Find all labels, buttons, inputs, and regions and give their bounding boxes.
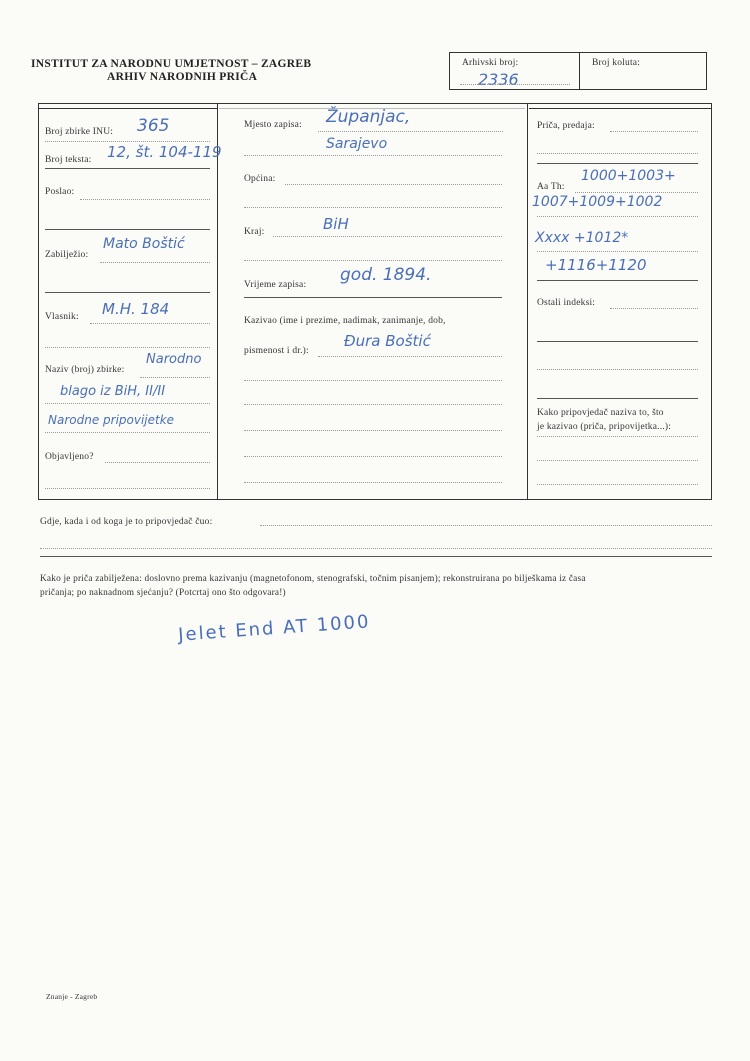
narrator-naming-label-1: Kako pripovjedač naziva to, što [537, 408, 664, 418]
how-recorded-line-2: pričanja; po naknadnom sjećanju? (Potcrtaj ono što odgovara!) [40, 588, 286, 598]
institution-title: INSTITUT ZA NARODNU UMJETNOST – ZAGREB [31, 58, 312, 70]
recorded-by-label: Zabilježio: [45, 250, 89, 260]
region-label: Kraj: [244, 227, 265, 237]
date-value: god. 1894. [340, 265, 432, 285]
aath-value-1: 1000+1003+ [581, 168, 676, 184]
handwritten-note: Jelet End AT 1000 [177, 611, 372, 646]
genre-label: Priča, predaja: [537, 121, 595, 131]
place-value-2: Sarajevo [326, 136, 388, 152]
other-index-label: Ostali indeksi: [537, 298, 596, 308]
municipality-label: Općina: [244, 174, 276, 184]
narrator-value: Đura Boštić [344, 332, 431, 350]
archive-number-label: Arhivski broj: [462, 58, 519, 68]
collection-number-value: 365 [137, 116, 170, 136]
text-number-value: 12, št. 104-119 [107, 143, 222, 161]
sent-by-label: Poslao: [45, 187, 75, 197]
narrator-label-1: Kazivao (ime i prezime, nadimak, zanimanje, dob, [244, 316, 446, 326]
owner-label: Vlasnik: [45, 312, 79, 322]
recorded-by-value: Mato Boštić [103, 236, 185, 252]
collection-number-label: Broj zbirke INU: [45, 127, 114, 137]
collection-name-label: Naziv (broj) zbirke: [45, 365, 125, 375]
collection-name-value-2: blago iz BiH, II/II [60, 384, 166, 399]
aath-label: Aa Th: [537, 182, 565, 192]
archive-title: ARHIV NARODNIH PRIČA [107, 71, 258, 83]
archive-number-box [449, 52, 707, 90]
place-label: Mjesto zapisa: [244, 120, 302, 130]
narrator-naming-label-2: je kazivao (priča, pripovijetka...): [537, 422, 672, 432]
published-label: Objavljeno? [45, 452, 94, 462]
archive-number-value: 2336 [478, 70, 519, 89]
narrator-label-2: pismenost i dr.): [244, 346, 309, 356]
text-number-label: Broj teksta: [45, 155, 92, 165]
region-value: BiH [323, 215, 349, 233]
collection-name-value-1: Narodno [146, 352, 202, 367]
reel-number-label: Broj koluta: [592, 58, 641, 68]
collection-name-value-3: Narodne pripovijetke [48, 413, 175, 427]
owner-value: M.H. 184 [102, 300, 170, 318]
aath-value-3: Xxxx +1012* [535, 230, 629, 246]
place-value-1: Županjac, [326, 107, 411, 127]
where-heard-label: Gdje, kada i od koga je to pripovjedač čuo: [40, 517, 213, 527]
aath-value-2: 1007+1009+1002 [532, 194, 663, 210]
how-recorded-line-1: Kako je priča zabilježena: doslovno prema kazivanju (magnetofonom, stenografski, točnim pisanjem); rekonstruirana po bilješkama iz časa [40, 574, 586, 584]
aath-value-4: +1116+1120 [545, 256, 647, 274]
publisher-imprint: Znanje - Zagreb [46, 992, 98, 1001]
date-label: Vrijeme zapisa: [244, 280, 307, 290]
